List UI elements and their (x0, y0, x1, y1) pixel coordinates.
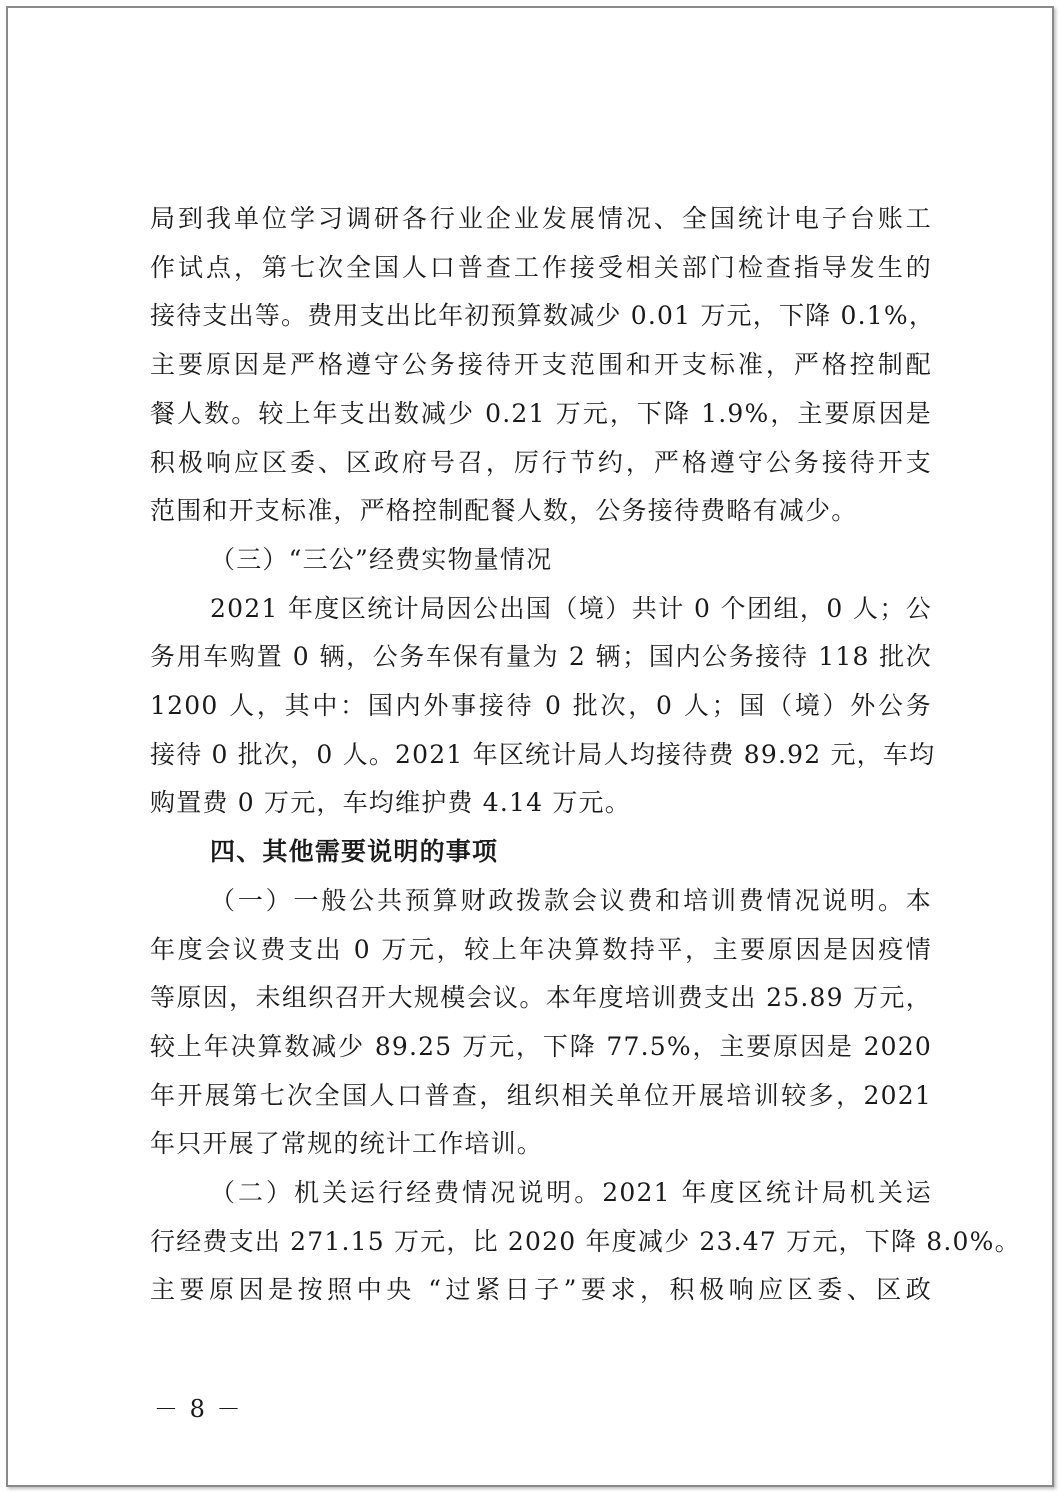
text-line: 年度会议费支出 0 万元，较上年决算数持平，主要原因是因疫情 (150, 934, 932, 964)
text-line: （三）“三公”经费实物量情况 (210, 544, 553, 574)
text-line: 2021 年度区统计局因公出国（境）共计 0 个团组，0 人；公 (210, 593, 932, 623)
text-line: 范围和开支标准，严格控制配餐人数，公务接待费略有减少。 (150, 496, 858, 526)
text-line: 餐人数。较上年支出数减少 0.21 万元，下降 1.9%，主要原因是 (150, 398, 932, 428)
text-line: （一）一般公共预算财政拨款会议费和培训费情况说明。本 (210, 885, 932, 915)
document-body (150, 195, 1021, 1315)
text-line: 主要原因是严格遵守公务接待开支范围和开支标准，严格控制配 (150, 350, 932, 380)
text-line: 较上年决算数减少 89.25 万元，下降 77.5%，主要原因是 2020 (150, 1031, 932, 1061)
text-line: 局到我单位学习调研各行业企业发展情况、全国统计电子台账工 (150, 204, 932, 233)
document-page (6, 6, 1054, 1487)
section-heading: 四、其他需要说明的事项 (210, 837, 499, 867)
text-line: 1200 人，其中：国内外事接待 0 批次，0 人；国（境）外公务 (150, 691, 932, 721)
text-line: 年只开展了常规的统计工作培训。 (150, 1129, 544, 1159)
text-line: 购置费 0 万元，车均维护费 4.14 万元。 (150, 788, 631, 818)
text-line: 务用车购置 0 辆，公务车保有量为 2 辆；国内公务接待 118 批次 (150, 642, 932, 672)
text-line: 行经费支出 271.15 万元，比 2020 年度减少 23.47 万元，下降 8.0%。 (150, 1226, 1021, 1256)
text-line: （二）机关运行经费情况说明。2021 年度区统计局机关运 (210, 1178, 932, 1208)
text-line: 等原因，未组织召开大规模会议。本年度培训费支出 25.89 万元， (150, 983, 932, 1013)
text-line: 年开展第七次全国人口普查，组织相关单位开展培训较多，2021 (150, 1080, 932, 1110)
text-line: 接待支出等。费用支出比年初预算数减少 0.01 万元，下降 0.1%， (150, 301, 936, 331)
page-number: － 8 － (154, 1395, 243, 1423)
text-line: 作试点，第七次全国人口普查工作接受相关部门检查指导发生的 (150, 252, 932, 282)
text-line: 积极响应区委、区政府号召，厉行节约，严格遵守公务接待开支 (150, 447, 932, 477)
text-line: 主要原因是按照中央 “过紧日子”要求，积极响应区委、区政 (150, 1275, 932, 1305)
text-line: 接待 0 批次，0 人。2021 年区统计局人均接待费 89.92 元，车均 (150, 739, 936, 769)
